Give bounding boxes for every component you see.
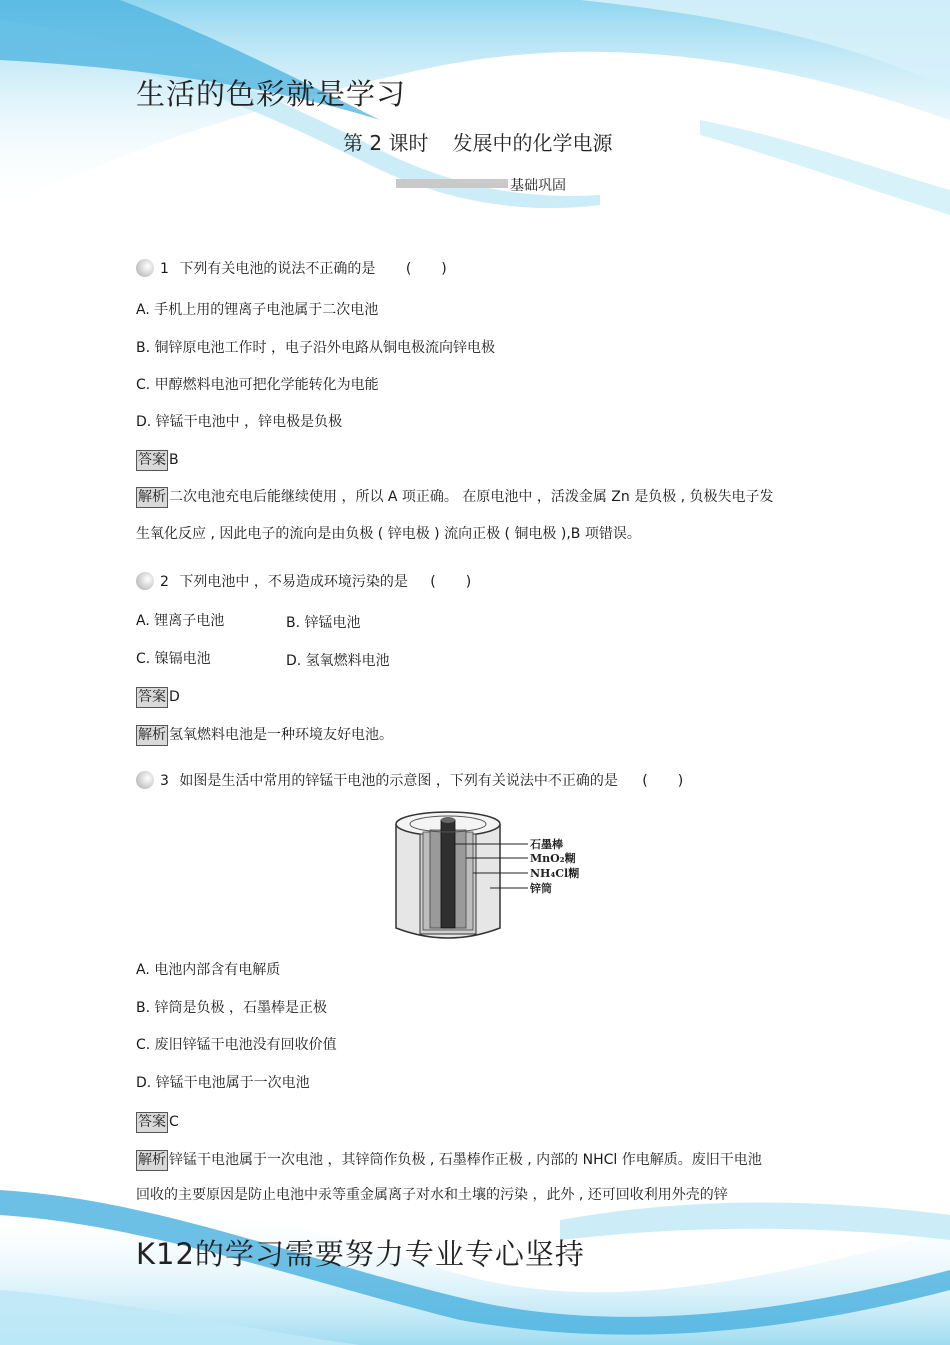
question-2-option-d: D. 氢氧燃料电池 <box>286 653 390 669</box>
label-zinc-can: 锌筒 <box>530 882 552 895</box>
question-3-stem <box>136 770 683 790</box>
question-2-stem <box>136 571 471 591</box>
lesson-number: 第 2 课时 <box>343 131 429 155</box>
answer-value: D <box>169 689 180 705</box>
question-2-option-c: C. 镍镉电池 <box>136 651 211 667</box>
question-2-option-b: B. 锌锰电池 <box>286 615 361 631</box>
question-1-option-c: C. 甲醇燃料电池可把化学能转化为电能 <box>136 377 379 393</box>
question-3-option-b: B. 锌筒是负极 ，石墨棒是正极 <box>136 1000 327 1016</box>
analysis-label: 解析 <box>136 487 168 508</box>
question-3-answer <box>136 1112 179 1133</box>
question-badge-icon <box>136 771 154 789</box>
question-text: 下列有关电池的说法不正确的是 <box>179 261 376 277</box>
label-graphite-rod: 石墨棒 <box>530 838 563 851</box>
answer-parentheses: ( ) <box>642 773 684 789</box>
question-3-analysis <box>136 1150 762 1171</box>
question-text: 如图是生活中常用的锌锰干电池的示意图 ，下列有关说法中不正确的是 <box>179 773 618 789</box>
footer-title: K12的学习需要努力专业专心坚持 <box>136 1237 585 1271</box>
dry-cell-diagram <box>390 808 590 944</box>
question-1-option-d: D. 锌锰干电池中 ，锌电极是负极 <box>136 414 343 430</box>
question-1-option-a: A. 手机上用的锂离子电池属于二次电池 <box>136 302 379 318</box>
answer-parentheses: ( ) <box>430 574 472 590</box>
label-nh4cl-paste: NH₄Cl糊 <box>530 867 580 880</box>
question-1-answer <box>136 450 179 471</box>
answer-value: C <box>169 1114 179 1130</box>
question-number: 2 <box>160 574 169 590</box>
section-bar <box>396 179 508 188</box>
lesson-title <box>343 127 612 156</box>
question-number: 3 <box>160 773 169 789</box>
question-number: 1 <box>160 261 169 277</box>
analysis-label: 解析 <box>136 1150 168 1171</box>
question-3-option-a: A. 电池内部含有电解质 <box>136 962 281 978</box>
label-mno2-paste: MnO₂糊 <box>530 852 576 865</box>
lesson-topic: 发展中的化学电源 <box>452 131 613 155</box>
answer-value: B <box>169 452 179 468</box>
question-2-option-a: A. 锂离子电池 <box>136 613 225 629</box>
analysis-line-1: 二次电池充电后能继续使用 ，所以 A 项正确。 在原电池中 ，活泼金属 Zn 是负极 , 负极失电子发 <box>169 489 774 505</box>
analysis-line-1: 氢氧燃料电池是一种环境友好电池。 <box>169 727 393 743</box>
question-3-option-d: D. 锌锰干电池属于一次电池 <box>136 1075 310 1091</box>
header-title: 生活的色彩就是学习 <box>136 77 407 111</box>
question-1-analysis <box>136 487 774 508</box>
question-text: 下列电池中 ，不易造成环境污染的是 <box>179 574 408 590</box>
answer-label: 答案 <box>136 1112 168 1133</box>
question-3-analysis-line-2: 回收的主要原因是防止电池中汞等重金属离子对水和土壤的污染 ，此外 , 还可回收利用外壳的锌 <box>136 1187 728 1203</box>
question-1-stem <box>136 258 447 278</box>
question-2-analysis <box>136 725 393 746</box>
question-1-option-b: B. 铜锌原电池工作时 ，电子沿外电路从铜电极流向锌电极 <box>136 340 495 356</box>
analysis-label: 解析 <box>136 725 168 746</box>
section-label: 基础巩固 <box>510 178 566 194</box>
question-badge-icon <box>136 572 154 590</box>
answer-label: 答案 <box>136 450 168 471</box>
answer-parentheses: ( ) <box>405 261 447 277</box>
question-2-answer <box>136 687 180 708</box>
question-3-option-c: C. 废旧锌锰干电池没有回收价值 <box>136 1037 337 1053</box>
answer-label: 答案 <box>136 687 168 708</box>
analysis-line-1: 锌锰干电池属于一次电池 ，其锌筒作负极 , 石墨棒作正极 , 内部的 NHCl 作电解质。废旧干电池 <box>169 1152 762 1168</box>
question-badge-icon <box>136 259 154 277</box>
question-1-analysis-line-2: 生氧化反应 , 因此电子的流向是由负极 ( 锌电极 ) 流向正极 ( 铜电极 ),B 项错误。 <box>136 526 641 542</box>
